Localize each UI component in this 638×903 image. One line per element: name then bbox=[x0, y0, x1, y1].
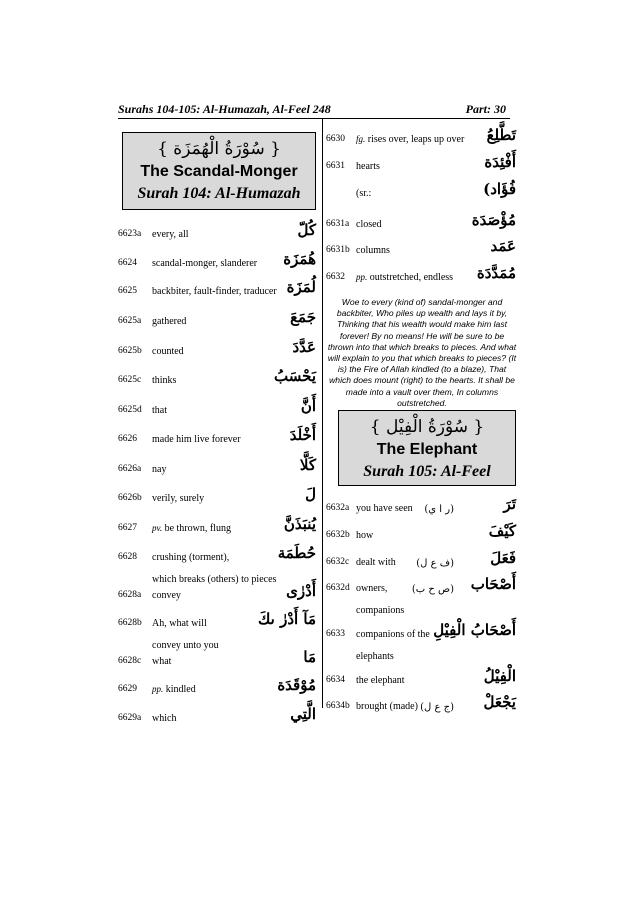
surah-105-subtitle: Surah 105: Al-Feel bbox=[363, 463, 491, 480]
surah-105-arabic: { سُوْرَةُ الْفِيْل } bbox=[369, 417, 485, 437]
entry-gloss bbox=[152, 434, 241, 445]
page-header bbox=[118, 100, 510, 119]
entry-number: 6632b bbox=[326, 530, 350, 540]
entry-arabic: يَجْعَلْ bbox=[483, 693, 516, 711]
entry-number: 6623a bbox=[118, 229, 142, 239]
entry-number: 6629a bbox=[118, 713, 142, 723]
entry-gloss bbox=[356, 605, 404, 616]
entry-root: (ف ع ل) bbox=[416, 558, 454, 569]
entry-number: 6628b bbox=[118, 618, 142, 628]
entry-arabic: يَحْسَبُ bbox=[274, 367, 316, 385]
entry-gloss-text: convey unto you bbox=[152, 640, 219, 651]
entry-gloss-text: rises over, leaps up over bbox=[367, 134, 465, 145]
entry-gloss-text: backbiter, fault-finder, traducer bbox=[152, 286, 277, 297]
entry-root: (ص ح ب) bbox=[411, 584, 454, 595]
entry-number: 6627 bbox=[118, 523, 137, 533]
entry-arabic: لَ bbox=[305, 485, 316, 503]
entry-gloss-text: companions bbox=[356, 605, 405, 616]
entry-gloss-text: every, all bbox=[152, 229, 189, 240]
entry-arabic: أَنَّ bbox=[300, 397, 316, 415]
entry-gloss bbox=[152, 640, 219, 651]
entry-number: 6626a bbox=[118, 464, 142, 474]
entry-arabic: عَدَّدَ bbox=[292, 338, 316, 356]
entry-gloss-text: companions of the bbox=[356, 629, 430, 640]
entry-gloss-text: nay bbox=[152, 464, 167, 475]
entry-gloss-text: kindled bbox=[165, 684, 196, 695]
entry-number: 6631a bbox=[326, 219, 350, 229]
entry-arabic: هُمَزَة bbox=[283, 250, 316, 268]
entry-gloss-text: the elephant bbox=[356, 675, 405, 686]
entry-number: 6632d bbox=[326, 583, 350, 593]
entry-gloss-text: owners, bbox=[356, 583, 388, 594]
entry-number: 6625a bbox=[118, 316, 142, 326]
entry-gloss-text: that bbox=[152, 405, 167, 416]
entry-root: (ر ا ي) bbox=[424, 504, 454, 515]
entry-arabic: كُلّ bbox=[297, 221, 316, 239]
entry-arabic: لُمَزَة bbox=[286, 278, 316, 296]
entry-number: 6625b bbox=[118, 346, 142, 356]
entry-gloss bbox=[152, 523, 231, 534]
entry-gloss-text: how bbox=[356, 530, 374, 541]
entry-number: 6632 bbox=[326, 272, 345, 282]
entry-number: 6625c bbox=[118, 375, 142, 385]
entry-gloss bbox=[152, 656, 171, 667]
column-divider bbox=[322, 118, 323, 708]
entry-arabic: فَعَلَ bbox=[490, 549, 516, 567]
entry-gloss bbox=[356, 629, 430, 640]
entry-gloss-text: verily, surely bbox=[152, 493, 205, 504]
entry-gloss bbox=[152, 229, 189, 240]
entry-number: 6631b bbox=[326, 245, 350, 255]
entry-gloss-text: which breaks (others) to pieces bbox=[152, 574, 277, 585]
entry-gloss-text: gathered bbox=[152, 316, 187, 327]
entry-arabic: كَلَّا bbox=[299, 456, 316, 474]
entry-prefix: pp. bbox=[356, 272, 368, 282]
entry-gloss-text: columns bbox=[356, 245, 390, 256]
entry-gloss-text: elephants bbox=[356, 651, 394, 662]
entry-gloss bbox=[152, 552, 229, 563]
entry-gloss bbox=[356, 161, 380, 172]
entry-gloss bbox=[152, 258, 257, 269]
entry-gloss bbox=[356, 651, 394, 662]
entry-number: 6629 bbox=[118, 684, 137, 694]
entry-gloss-text: you have seen bbox=[356, 503, 413, 514]
entry-arabic: تَطَّلِعُ bbox=[486, 126, 516, 144]
entry-gloss-text: counted bbox=[152, 346, 184, 357]
entry-number: 6633 bbox=[326, 629, 345, 639]
entry-arabic: حُطَمَة bbox=[277, 544, 316, 562]
surah-104-english: The Scandal-Monger bbox=[140, 163, 298, 180]
entry-gloss-text: convey bbox=[152, 590, 181, 601]
entry-gloss bbox=[152, 684, 196, 695]
entry-gloss bbox=[356, 675, 405, 686]
surah-104-subtitle: Surah 104: Al-Humazah bbox=[137, 185, 301, 202]
entry-gloss-text: Ah, what will bbox=[152, 618, 207, 629]
header-left: Surahs 104-105: Al-Humazah, Al-Feel 248 bbox=[118, 102, 331, 116]
entry-number: 6626b bbox=[118, 493, 142, 503]
entry-gloss-text: which bbox=[152, 713, 177, 724]
entry-gloss-text: what bbox=[152, 656, 172, 667]
entry-number: 6625 bbox=[118, 286, 137, 296]
entry-gloss bbox=[152, 286, 277, 297]
entry-gloss bbox=[356, 583, 387, 594]
entry-gloss-text: brought (made) bbox=[356, 701, 418, 712]
entry-arabic: جَمَعَ bbox=[290, 308, 316, 326]
entry-arabic: فُؤَاد) bbox=[483, 180, 516, 198]
entry-gloss-text: closed bbox=[356, 219, 382, 230]
entry-gloss-text: scandal-monger, slanderer bbox=[152, 258, 258, 269]
entry-gloss-text: be thrown, flung bbox=[164, 523, 231, 534]
entry-number: 6625d bbox=[118, 405, 142, 415]
entry-gloss bbox=[356, 557, 396, 568]
entry-arabic: مَا bbox=[303, 648, 316, 666]
entry-number: 6634 bbox=[326, 675, 345, 685]
entry-gloss bbox=[152, 574, 276, 585]
entry-root: (ج ع ل) bbox=[420, 702, 454, 713]
entry-gloss bbox=[152, 618, 207, 629]
entry-number: 6628 bbox=[118, 552, 137, 562]
entry-gloss bbox=[356, 134, 464, 145]
entry-number: 6628c bbox=[118, 656, 142, 666]
entry-arabic: أَصْحَاب bbox=[470, 575, 516, 593]
entry-number: 6631 bbox=[326, 161, 345, 171]
entry-gloss-text: thinks bbox=[152, 375, 177, 386]
surah-105-english: The Elephant bbox=[376, 441, 478, 458]
entry-gloss bbox=[356, 188, 371, 199]
entry-gloss-text: made him live forever bbox=[152, 434, 241, 445]
entry-number: 6628a bbox=[118, 590, 142, 600]
entry-gloss bbox=[152, 316, 186, 327]
entry-arabic: مُؤْصَدَة bbox=[471, 211, 516, 229]
entry-gloss bbox=[356, 701, 418, 712]
entry-number: 6632c bbox=[326, 557, 350, 567]
entry-gloss bbox=[356, 272, 453, 283]
entry-gloss-text: hearts bbox=[356, 161, 380, 172]
entry-gloss bbox=[152, 590, 181, 601]
entry-arabic: يُنبَذَنَّ bbox=[283, 515, 316, 533]
entry-arabic: كَيْفَ bbox=[488, 522, 516, 540]
entry-arabic: مَآ أَدْرٰ ىكَ bbox=[258, 610, 316, 628]
entry-prefix: pv. bbox=[152, 523, 163, 533]
entry-gloss bbox=[152, 493, 204, 504]
entry-gloss-text: crushing (torment), bbox=[152, 552, 230, 563]
entry-arabic: الَّتِي bbox=[290, 705, 316, 723]
entry-number: 6634b bbox=[326, 701, 350, 711]
entry-arabic: أَفْئِدَة bbox=[484, 153, 516, 171]
entry-number: 6632a bbox=[326, 503, 350, 513]
entry-prefix: pp. bbox=[152, 684, 164, 694]
entry-gloss-text: (sr.: bbox=[356, 188, 372, 199]
header-right: Part: 30 bbox=[465, 102, 506, 116]
entry-gloss bbox=[152, 713, 176, 724]
entry-number: 6626 bbox=[118, 434, 137, 444]
entry-arabic: أَصْحَابُ الْفِيْلِ bbox=[433, 621, 516, 639]
entry-gloss-text: outstretched, endless bbox=[369, 272, 454, 283]
entry-arabic: أَخْلَدَ bbox=[289, 426, 316, 444]
entry-gloss bbox=[356, 530, 373, 541]
entry-arabic: عَمَد bbox=[490, 237, 516, 255]
entry-gloss bbox=[152, 375, 176, 386]
entry-number: 6624 bbox=[118, 258, 137, 268]
entry-arabic: الْفِيْلُ bbox=[483, 667, 516, 685]
entry-gloss-text: dealt with bbox=[356, 557, 396, 568]
entry-arabic: مُمَدَّدَة bbox=[476, 264, 516, 282]
entry-gloss bbox=[356, 219, 382, 230]
entry-gloss bbox=[152, 405, 167, 416]
entry-gloss bbox=[356, 245, 390, 256]
entry-arabic: أَدْرٰى bbox=[286, 582, 316, 600]
translation-note: Woe to every (kind of) sandal-monger and backbiter, Who piles up wealth and lays it by, Thinking that his wealth would make him last forever! By no means! He will be sure to be thrown into that which breaks to pieces. And what will explain to you that which breaks to pieces? (It is) the Fire of Allah kindled (to a blaze), That which does mount (right) to the hearts. It shall be made into a vault over them, In columns outstretched. bbox=[327, 297, 517, 408]
entry-gloss bbox=[152, 346, 184, 357]
surah-104-arabic: { سُوْرَةُ الْهُمَزَة } bbox=[157, 139, 281, 159]
entry-arabic: تَرَ bbox=[503, 495, 516, 513]
surah-104-title-box bbox=[122, 132, 316, 210]
entry-prefix: fg. bbox=[356, 134, 366, 144]
entry-gloss bbox=[152, 464, 166, 475]
entry-arabic: مُوْقَدَة bbox=[277, 676, 316, 694]
entry-gloss bbox=[356, 503, 413, 514]
entry-number: 6630 bbox=[326, 134, 345, 144]
surah-105-title-box bbox=[338, 410, 516, 486]
